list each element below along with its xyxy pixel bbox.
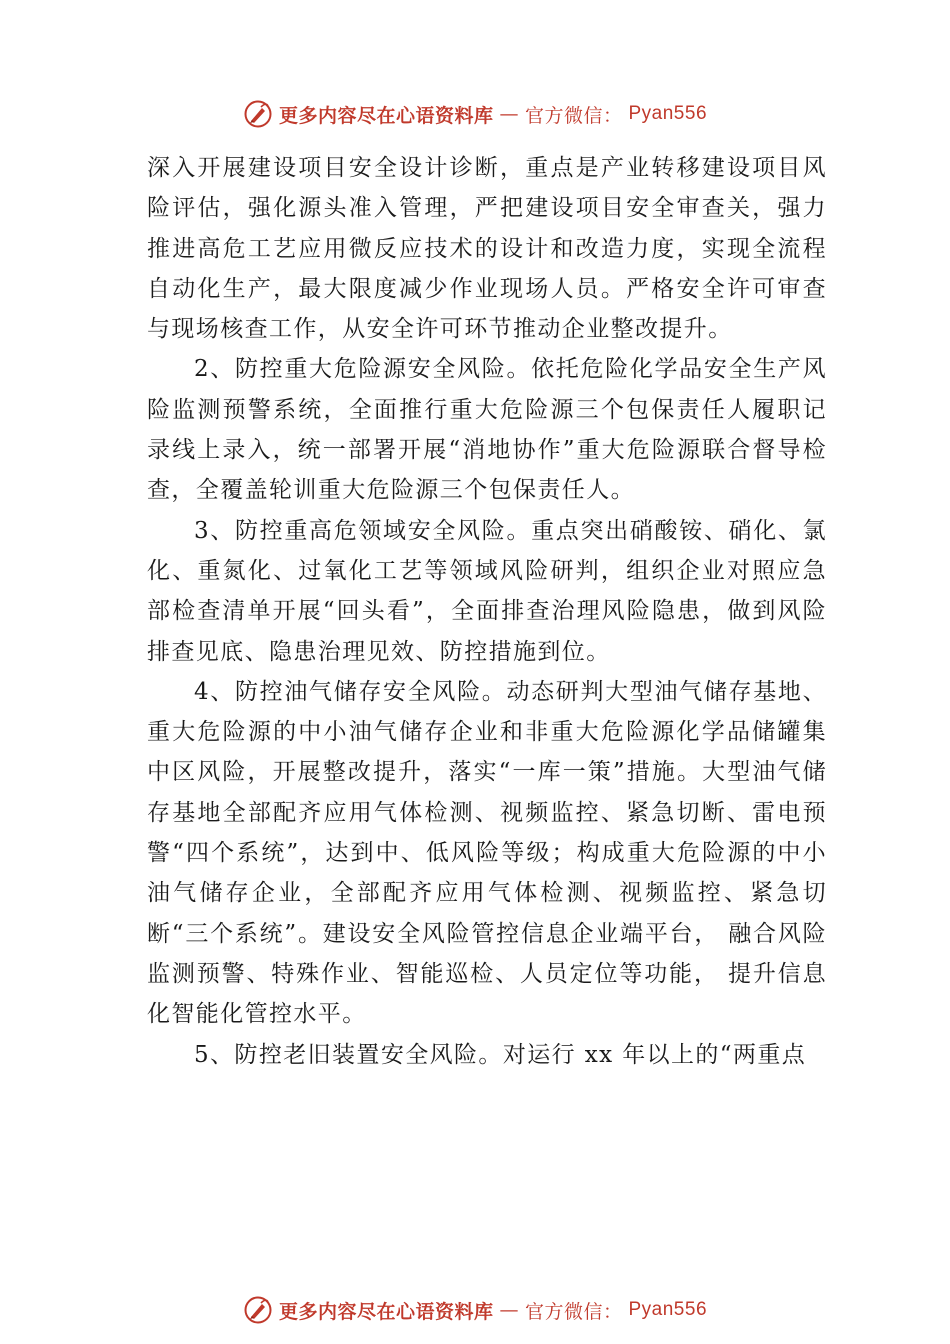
watermark-library-text: 更多内容尽在心语资料库: [278, 104, 494, 127]
pen-logo-icon: [243, 1295, 273, 1325]
pen-logo-icon: [243, 99, 273, 129]
footer-watermark: [0, 1290, 950, 1330]
paragraph-intro: 深入开展建设项目安全设计诊断，重点是产业转移建设项目风险评估，强化源头准入管理，严把建设项目安全审查关，强力推进高危工艺应用微反应技术的设计和改造力度，实现全流程自动化生产，最大限度减少作业现场人员。严格安全许可审查与现场核查工作，从安全许可环节推动企业整改提升。: [147, 155, 827, 343]
watermark-wechat-label: 官方微信：: [524, 104, 623, 127]
paragraph-item-2: 2、防控重大危险源安全风险。依托危险化学品安全生产风险监测预警系统，全面推行重大危险源三个包保责任人履职记录线上录入，统一部署开展“消地协作”重大危险源联合督导检查，全覆盖轮训重大危险源三个包保责任人。: [147, 356, 827, 504]
watermark-library-text: 更多内容尽在心语资料库: [278, 1300, 494, 1323]
document-body: [147, 148, 827, 1075]
paragraph-item-5: 5、防控老旧装置安全风险。对运行 xx 年以上的“两重点: [194, 1041, 807, 1068]
watermark-dash: —: [499, 103, 519, 125]
watermark-wechat-id: Pyan556: [628, 103, 708, 124]
paragraph-item-3: 3、防控重高危领域安全风险。重点突出硝酸铵、硝化、氯化、重氮化、过氧化工艺等领域风险研判，组织企业对照应急部检查清单开展“回头看”，全面排查治理风险隐患，做到风险排查见底、隐患治理见效、防控措施到位。: [147, 517, 827, 665]
watermark-dash: —: [499, 1299, 519, 1321]
header-watermark: [0, 94, 950, 134]
watermark-wechat-id: Pyan556: [628, 1299, 708, 1320]
paragraph-item-4: 4、防控油气储存安全风险。动态研判大型油气储存基地、重大危险源的中小油气储存企业和非重大危险源化学品储罐集中区风险，开展整改提升，落实“一库一策”措施。大型油气储存基地全部配齐应用气体检测、视频监控、紧急切断、雷电预警“四个系统”，达到中、低风险等级；构成重大危险源的中小油气储存企业，全部配齐应用气体检测、视频监控、紧急切断“三个系统”。建设安全风险管控信息企业端平台， 融合风险监测预警、特殊作业、智能巡检、人员定位等功能， 提升信息化智能化管控水平。: [147, 678, 827, 1028]
watermark-wechat-label: 官方微信：: [524, 1300, 623, 1323]
